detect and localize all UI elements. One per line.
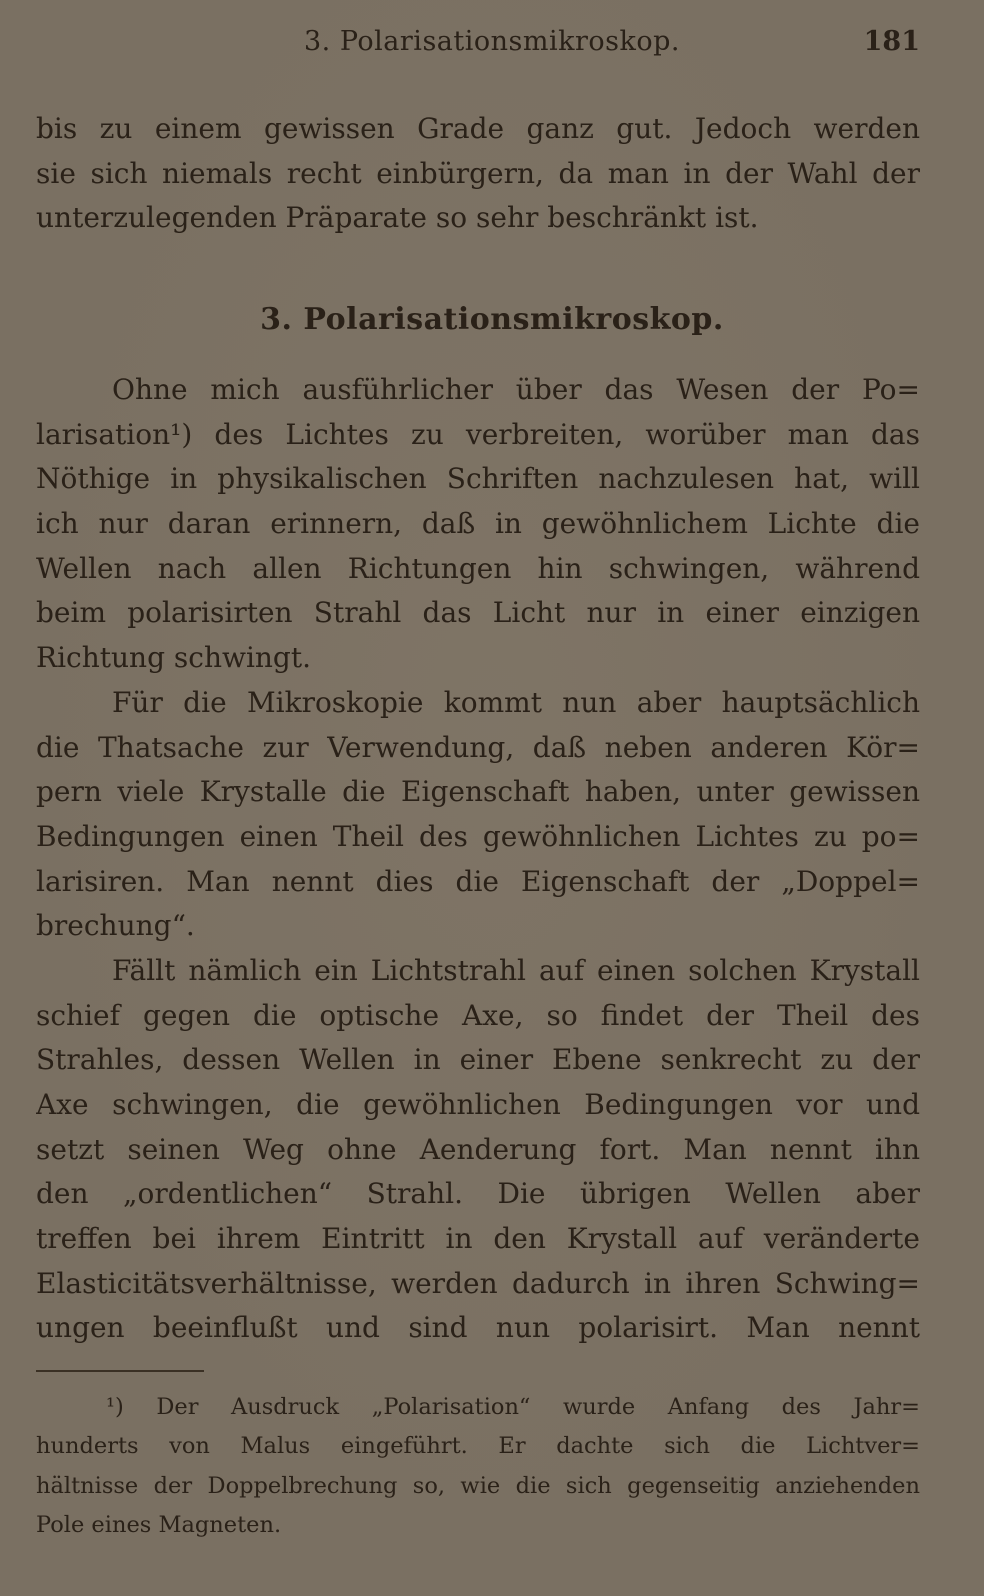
- text-line: Fällt nämlich ein Lichtstrahl auf einen solchen Krystall: [112, 953, 920, 987]
- text-line: Axe schwingen, die gewöhnlichen Bedingungen vor und: [36, 1088, 920, 1121]
- text-line: sie sich niemals recht einbürgern, da man in der Wahl der: [36, 156, 920, 190]
- text-line: Für die Mikroskopie kommt nun aber hauptsächlich: [112, 685, 920, 719]
- text-line: larisation¹) des Lichtes zu verbreiten, worüber man das: [36, 417, 920, 451]
- text-line: brechung“.: [36, 909, 195, 943]
- main-text: [36, 368, 920, 1351]
- text-line: pern viele Krystalle die Eigenschaft haben, unter gewissen: [36, 775, 920, 809]
- running-title: 3. Polarisationsmikroskop.: [304, 26, 680, 57]
- footnote-line: hältnisse der Doppelbrechung so, wie die sich gegenseitig anziehenden: [36, 1472, 920, 1499]
- text-line: larisiren. Man nennt dies die Eigenschaft der „Doppel=: [36, 864, 920, 898]
- footnote-line: ¹) Der Ausdruck „Polarisation“ wurde Anfang des Jahr=: [106, 1394, 920, 1420]
- intro-paragraph: [36, 107, 920, 241]
- footnote: [36, 1388, 920, 1545]
- footnote-divider: [36, 1370, 204, 1372]
- text-line: Richtung schwingt.: [36, 641, 312, 675]
- text-line: Wellen nach allen Richtungen hin schwingen, während: [36, 551, 920, 585]
- text-line: Elasticitätsverhältnisse, werden dadurch in ihren Schwing=: [36, 1266, 920, 1300]
- text-line: setzt seinen Weg ohne Aenderung fort. Man nennt ihn: [36, 1132, 920, 1166]
- footnote-line: hunderts von Malus eingeführt. Er dachte sich die Lichtver=: [36, 1433, 920, 1460]
- text-line: beim polarisirten Strahl das Licht nur in einer einzigen: [36, 596, 920, 630]
- footnote-line: Pole eines Magneten.: [36, 1511, 282, 1538]
- text-line: treffen bei ihrem Eintritt in den Krystall auf veränderte: [36, 1222, 920, 1256]
- text-line: Strahles, dessen Wellen in einer Ebene senkrecht zu der: [36, 1043, 920, 1077]
- text-line: Bedingungen einen Theil des gewöhnlichen Lichtes zu po=: [36, 819, 920, 853]
- text-line: ungen beeinflußt und sind nun polarisirt. Man nennt: [36, 1311, 920, 1345]
- text-line: die Thatsache zur Verwendung, daß neben anderen Kör=: [36, 730, 920, 764]
- text-line: unterzulegenden Präparate so sehr beschränkt ist.: [36, 201, 759, 235]
- text-line: schief gegen die optische Axe, so findet der Theil des: [36, 998, 920, 1032]
- text-line: Ohne mich ausführlicher über das Wesen der Po=: [112, 373, 920, 406]
- text-line: den „ordentlichen“ Strahl. Die übrigen Wellen aber: [36, 1177, 920, 1211]
- page-header: [36, 26, 920, 66]
- text-line: Nöthige in physikalischen Schriften nachzulesen hat, will: [36, 462, 920, 496]
- text-line: ich nur daran erinnern, daß in gewöhnlichem Lichte die: [36, 507, 920, 541]
- section-heading: 3. Polarisationsmikroskop.: [260, 302, 724, 337]
- text-line: bis zu einem gewissen Grade ganz gut. Jedoch werden: [36, 112, 920, 145]
- page-number: 181: [863, 26, 920, 57]
